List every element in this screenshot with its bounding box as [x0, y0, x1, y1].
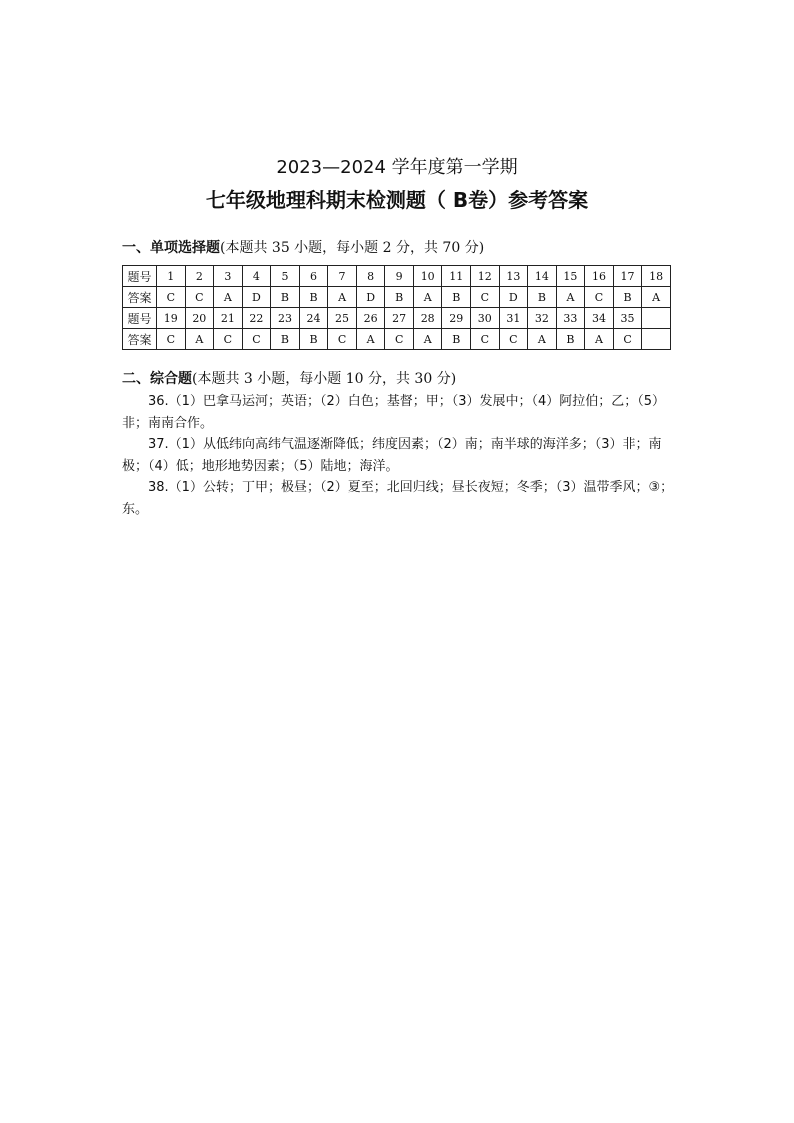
- table-cell: 15: [556, 266, 585, 287]
- answer-text: 36.（1）巴拿马运河；英语；（2）白色；基督；甲；（3）发展中；（4）阿拉伯；乙；（5）非；南南合作。: [122, 394, 666, 431]
- table-cell: 34: [585, 308, 614, 329]
- table-cell: C: [214, 329, 243, 350]
- section-heading-comprehensive: [122, 369, 456, 389]
- table-cell: C: [242, 329, 271, 350]
- answer-paragraph-38: [122, 477, 682, 521]
- table-cell: B: [271, 329, 300, 350]
- table-cell: D: [242, 287, 271, 308]
- table-row: [123, 287, 671, 308]
- table-cell: C: [499, 329, 528, 350]
- table-cell: A: [214, 287, 243, 308]
- table-cell: 3: [214, 266, 243, 287]
- exam-title: 七年级地理科期末检测题（ B卷）参考答案: [205, 188, 589, 212]
- table-cell: 21: [214, 308, 243, 329]
- table-cell: [642, 329, 671, 350]
- school-year-title: 2023—2024 学年度第一学期: [276, 157, 518, 178]
- table-cell: 31: [499, 308, 528, 329]
- table-cell: 7: [328, 266, 357, 287]
- table-cell: 29: [442, 308, 471, 329]
- table-cell: 18: [642, 266, 671, 287]
- row-label: 答案: [123, 287, 157, 308]
- table-cell: 25: [328, 308, 357, 329]
- table-cell: 1: [157, 266, 186, 287]
- section-note: (本题共 35 小题，每小题 2 分，共 70 分): [220, 240, 485, 256]
- table-cell: C: [157, 329, 186, 350]
- table-cell: A: [528, 329, 557, 350]
- table-cell: A: [585, 329, 614, 350]
- table-cell: 23: [271, 308, 300, 329]
- section-title: 二、综合题: [122, 371, 192, 387]
- table-cell: B: [528, 287, 557, 308]
- section-note: (本题共 3 小题，每小题 10 分，共 30 分): [192, 371, 457, 387]
- table-cell: 13: [499, 266, 528, 287]
- table-cell: 19: [157, 308, 186, 329]
- table-cell: C: [613, 329, 642, 350]
- answer-table: [122, 265, 671, 350]
- table-cell: 17: [613, 266, 642, 287]
- table-cell: 4: [242, 266, 271, 287]
- table-cell: C: [185, 287, 214, 308]
- table-cell: B: [299, 329, 328, 350]
- table-cell: B: [385, 287, 414, 308]
- table-cell: 12: [471, 266, 500, 287]
- table-cell: D: [499, 287, 528, 308]
- answer-paragraph-37: [122, 434, 682, 478]
- table-cell: 24: [299, 308, 328, 329]
- table-cell: 14: [528, 266, 557, 287]
- table-cell: C: [157, 287, 186, 308]
- section-title: 一、单项选择题: [122, 240, 220, 256]
- table-row: [123, 308, 671, 329]
- table-cell: C: [471, 287, 500, 308]
- table-cell: 22: [242, 308, 271, 329]
- table-cell: A: [413, 329, 442, 350]
- table-row: [123, 266, 671, 287]
- answer-text: 37.（1）从低纬向高纬气温逐渐降低；纬度因素；（2）南；南半球的海洋多；（3）非；南极；（4）低；地形地势因素；（5）陆地；海洋。: [122, 437, 662, 474]
- row-label: 题号: [123, 308, 157, 329]
- table-cell: 5: [271, 266, 300, 287]
- row-label: 答案: [123, 329, 157, 350]
- table-cell: B: [556, 329, 585, 350]
- answer-text: 38.（1）公转；丁甲；极昼；（2）夏至；北回归线；昼长夜短；冬季；（3）温带季风；③；东。: [122, 480, 674, 517]
- table-row: [123, 329, 671, 350]
- table-cell: A: [356, 329, 385, 350]
- table-cell: 11: [442, 266, 471, 287]
- table-cell: 2: [185, 266, 214, 287]
- table-cell: 35: [613, 308, 642, 329]
- table-cell: 26: [356, 308, 385, 329]
- table-cell: C: [385, 329, 414, 350]
- table-cell: A: [642, 287, 671, 308]
- table-cell: D: [356, 287, 385, 308]
- table-cell: B: [442, 329, 471, 350]
- table-cell: A: [413, 287, 442, 308]
- table-cell: A: [556, 287, 585, 308]
- table-cell: B: [271, 287, 300, 308]
- table-cell: 33: [556, 308, 585, 329]
- table-cell: 16: [585, 266, 614, 287]
- table-cell: 9: [385, 266, 414, 287]
- table-cell: [642, 308, 671, 329]
- table-cell: 27: [385, 308, 414, 329]
- table-cell: C: [328, 329, 357, 350]
- section-heading-choice: [122, 238, 484, 258]
- table-cell: A: [328, 287, 357, 308]
- table-cell: 10: [413, 266, 442, 287]
- table-cell: B: [442, 287, 471, 308]
- table-cell: 6: [299, 266, 328, 287]
- row-label: 题号: [123, 266, 157, 287]
- table-cell: 28: [413, 308, 442, 329]
- table-cell: 20: [185, 308, 214, 329]
- answer-paragraph-36: [122, 391, 682, 435]
- table-cell: B: [299, 287, 328, 308]
- table-cell: B: [613, 287, 642, 308]
- table-cell: C: [585, 287, 614, 308]
- table-cell: C: [471, 329, 500, 350]
- table-cell: 8: [356, 266, 385, 287]
- table-cell: 32: [528, 308, 557, 329]
- table-cell: 30: [471, 308, 500, 329]
- table-cell: A: [185, 329, 214, 350]
